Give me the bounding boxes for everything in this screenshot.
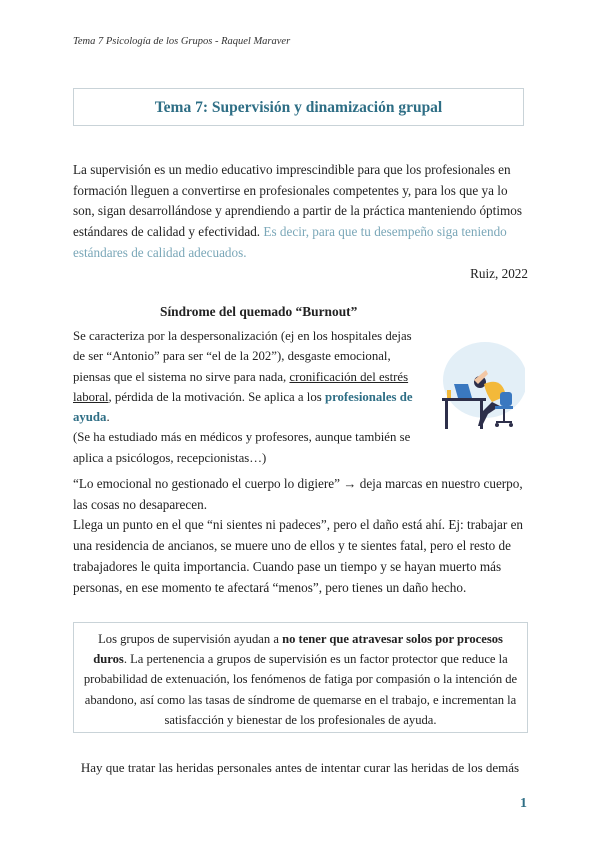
burnout-text: Se caracteriza por la despersonalización (ej en los hospitales dejas de ser “Antonio” para ser “el de la 202”), desgaste emocional, piensas que el sistema no sirve para nada,	[73, 329, 412, 384]
page-title: Tema 7: Supervisión y dinamización grupal	[154, 99, 443, 116]
box-text-before: Los grupos de supervisión ayudan a	[98, 632, 279, 646]
box-text-bold: no tener que atravesar solos por procesos duros	[93, 632, 503, 667]
burnout-highlight: profesionales de ayuda	[73, 389, 413, 425]
emotional-section	[73, 474, 528, 598]
intro-main: La supervisión es un medio educativo imprescindible para que los profesionales en formación lleguen a convertirse en profesionales competentes y, para los que ya lo son, sigan desarrollándose y aprendiendo a partir de la práctica manteniendo óptimos estándares de calidad y efectividad.	[73, 162, 522, 240]
burnout-paragraph	[73, 326, 413, 468]
citation: Ruiz, 2022	[470, 266, 528, 281]
emotional-quote: “Lo emocional no gestionado el cuerpo lo digiere” → deja marcas en nuestro cuerpo, las cosas no desaparecen.	[73, 476, 523, 512]
intro-paragraph	[73, 160, 528, 264]
title-box	[73, 88, 524, 126]
closing-sentence: Hay que tratar las heridas personales antes de intentar curar las heridas de los demás	[80, 760, 520, 775]
burnout-text-end: .	[106, 410, 110, 425]
supervision-box	[73, 622, 528, 733]
page-number: 1	[520, 796, 527, 811]
burnout-note: (Se ha estudiado más en médicos y profesores, aunque también se aplica a psicólogos, recepcionistas…)	[73, 430, 411, 465]
emotional-example: Llega un punto en el que “ni sientes ni padeces”, pero el daño está ahí. Ej: trabajar en una residencia de ancianos, se muere uno de ellos y te sientes fatal, pero el resto de trabajadores le quita importancia. Cuando pase un tiempo y se hayan muerto más personas, en ese momento te afectará “menos”, pero tienes un daño hecho.	[73, 517, 524, 595]
burnout-illustration	[440, 340, 525, 435]
burnout-underlined: cronificación del estrés laboral	[73, 369, 409, 404]
intro-note: Es decir, para que tu desempeño siga teniendo estándares de calidad adecuados.	[73, 224, 507, 260]
burnout-title: Síndrome del quemado “Burnout”	[160, 304, 358, 319]
page-header: Tema 7 Psicología de los Grupos - Raquel Maraver	[73, 36, 291, 47]
burnout-text-after: , pérdida de la motivación. Se aplica a los	[108, 389, 322, 404]
box-text-after: . La pertenencia a grupos de supervisión es un factor protector que reduce la probabilidad de extenuación, los fenómenos de fatiga por compasión o la intención de abandono, así como las tasas de síndrome de quemarse en el trabajo, e incrementan la satisfacción y bienestar de los profesionales de ayuda.	[83, 652, 518, 727]
